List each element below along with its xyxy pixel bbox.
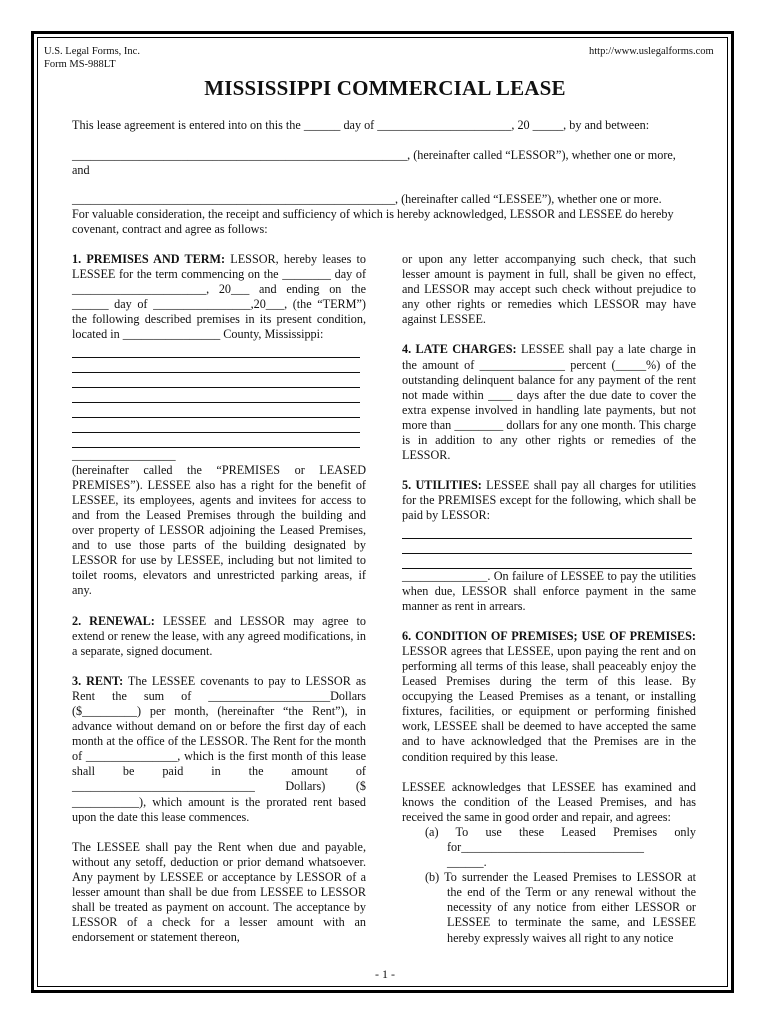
blank-line xyxy=(72,388,360,403)
blank-line xyxy=(402,539,692,554)
item-a: (a) To use these Leased Premises only for______________________________ xyxy=(425,824,696,854)
section-4-heading: 4. LATE CHARGES: xyxy=(402,342,517,357)
blank-line xyxy=(72,358,360,373)
section-1-tail: _________________ xyxy=(72,447,176,462)
page-number: - 1 - xyxy=(375,967,395,981)
and-text: and xyxy=(72,163,90,177)
blank-line xyxy=(72,433,360,448)
blank-line xyxy=(72,418,360,433)
blank-line xyxy=(72,373,360,388)
lessor-line: _______________________________________________________, (hereinafter called “LESSOR”), whether one or more, xyxy=(72,148,676,162)
section-5-body: LESSEE shall pay all charges for utilities for the PREMISES except for the following, which shall be paid by LESSOR: xyxy=(402,478,696,523)
section-4-body: LESSEE shall pay a late charge in the amount of ______________ percent (_____%) of the outstanding delinquent balance for any payment of the rent not made within ____ days after the due date to cover the extra expense involved in handling late payments, but not more than ________ dollars for any one month. This charge is in addition to any other rights or remedies of the LESSOR. xyxy=(402,342,696,463)
section-5-tail: ______________. On failure of LESSEE to pay the utilities when due, LESSOR shall enforce payment in the same manner as rent in arrears. xyxy=(402,568,696,613)
section-1-heading: 1. PREMISES AND TERM: xyxy=(72,252,226,266)
section-6-body: LESSOR agrees that LESSEE, upon paying the rent and on performing all terms of this lease, shall peaceably enjoy the Leased Premises during the term of this lease. By occupying the Leased Premises as a tenant, or installing fixtures, facilities, or equipment or performing finished work, LESSEE shall be deemed to have accepted the same and to have acknowledged that the Premises are in the condition required by this lease. xyxy=(402,643,696,764)
section-3 xyxy=(72,674,366,825)
blank-line xyxy=(402,524,692,539)
blank-line xyxy=(72,403,360,418)
right-column xyxy=(402,252,696,946)
item-b: (b) To surrender the Leased Premises to LESSOR at the end of the Term or any renewal without the necessity of any notice from either LESSOR or LESSEE to terminate the same, and LESSEE hereby expressly waives all right to any notice xyxy=(425,870,696,945)
section-1-continued: (hereinafter called the “PREMISES or LEASED PREMISES”). LESSEE also has a right for the benefit of LESSEE, its employees, agents and invitees for access to and from the Leased Premises through the building and over property of LESSOR adjoining the Leased Premises, and to use those parts of the building designated by LESSOR for use by LESSEE, including but not limited to toilet rooms, elevators and unrestricted parking areas, if any. xyxy=(72,462,366,598)
section-3-paragraph-2: The LESSEE shall pay the Rent when due and payable, without any setoff, deduction or prior demand whatsoever. Any payment by LESSEE or acceptance by LESSOR of a lesser amount than shall be due from LESSEE to LESSOR shall be treated as payment on account. The acceptance by LESSOR of a check for a lesser amount with an endorsement or statement thereon, xyxy=(72,839,366,945)
section-6-heading: 6. CONDITION OF PREMISES; USE OF PREMISES: xyxy=(402,628,696,643)
lessee-line: _____________________________________________________, (hereinafter called “LESSEE”), whether one or more. xyxy=(72,192,662,206)
section-6-paragraph-2: LESSEE acknowledges that LESSEE has examined and knows the condition of the Leased Premises, and has received the same in good order and repair, and agrees: xyxy=(402,779,696,824)
section-1 xyxy=(72,252,366,343)
section-6 xyxy=(402,629,696,765)
intro-line: This lease agreement is entered into on this the ______ day of ______________________, 20 _____, by and between: xyxy=(72,118,650,132)
section-2 xyxy=(72,614,366,659)
header-form-id: Form MS-988LT xyxy=(44,59,116,70)
section-3-continued: or upon any letter accompanying such check, that such lesser amount is payment in full, shall be given no effect, and LESSOR may accept such check without prejudice to any other rights or remedies which LESSOR may have against LESSEE. xyxy=(402,252,696,327)
section-3-heading: 3. RENT: xyxy=(72,673,124,688)
header-url[interactable]: http://www.uslegalforms.com xyxy=(589,46,714,57)
item-a-tail: ______. xyxy=(447,855,487,870)
page-title: MISSISSIPPI COMMERCIAL LEASE xyxy=(204,76,566,100)
blank-line xyxy=(402,554,692,569)
header-company: U.S. Legal Forms, Inc. xyxy=(44,46,140,57)
section-5-heading: 5. UTILITIES: xyxy=(402,478,482,493)
blank-line xyxy=(72,343,360,358)
section-2-body: LESSEE and LESSOR may agree to extend or renew the lease, with any agreed modifications, in a separate, signed document. xyxy=(72,613,366,658)
consideration-line-1: For valuable consideration, the receipt and sufficiency of which is hereby acknowledged, LESSOR and LESSEE do hereby xyxy=(72,207,674,221)
section-1-body: LESSOR, hereby leases to LESSEE for the term commencing on the ________ day of ______________________, 20___ and ending on the ______ day of ________________,20___, (the “TERM”) the following described premises in its present condition, located in ________________ County, Mississippi: xyxy=(72,252,366,342)
section-2-heading: 2. RENEWAL: xyxy=(72,613,155,628)
left-column xyxy=(72,252,366,945)
consideration-line-2: covenant, contract and agree as follows: xyxy=(72,222,268,236)
section-5 xyxy=(402,478,696,523)
section-4 xyxy=(402,342,696,463)
section-3-body: The LESSEE covenants to pay to LESSOR as Rent the sum of ____________________Dollars ($_________) per month, (hereinafter “the Rent”), in advance without demand on or before the first day of each month at the office of the LESSOR. The Rent for the month of _______________, which is the first month of this lease shall be paid in the amount of ______________________________ Dollars) ($ ___________), which amount is the prorated rent based upon the date this lease commences. xyxy=(72,673,366,824)
